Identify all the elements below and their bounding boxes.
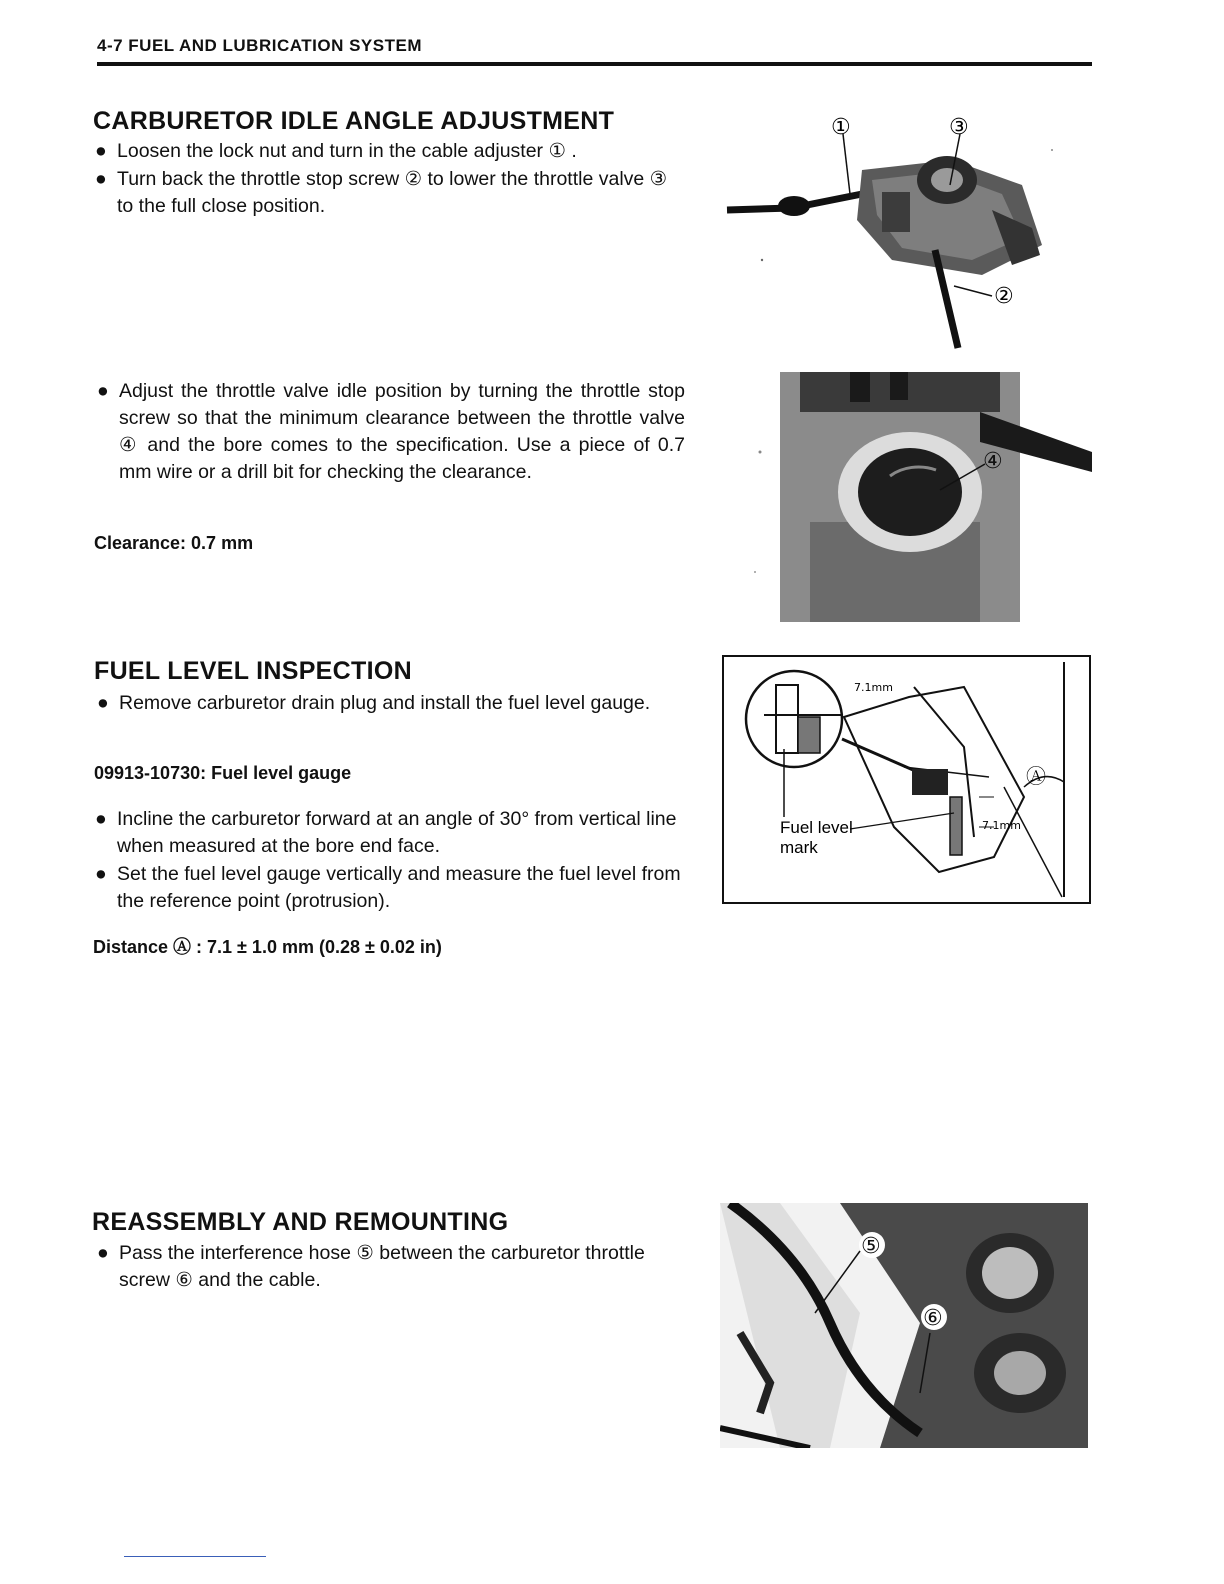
- throttle-bore-illustration: [740, 372, 1092, 622]
- header-rule: [97, 62, 1092, 66]
- interference-hose-photo: [720, 1203, 1088, 1448]
- idle-angle-heading: CARBURETOR IDLE ANGLE ADJUSTMENT: [93, 107, 615, 135]
- reassembly-bullet-1-text: Pass the interference hose ⑤ between the carburetor throttle screw ⑥ and the cable.: [119, 1242, 645, 1291]
- fuel-level-diagram: [722, 655, 1091, 904]
- distance-spec: Distance Ⓐ : 7.1 ± 1.0 mm (0.28 ± 0.02 in): [93, 937, 442, 957]
- idle-bullet-3-text: Adjust the throttle valve idle position by turning the throttle stop screw so that the minimum clearance between the throttle valve ④ and the bore comes to the specification. Use a piece of 0.7 mm wire or a drill bit for checking the clearance.: [119, 380, 685, 483]
- carburetor-cable-photo: [722, 110, 1087, 350]
- fuel-bullet-1-text: Remove carburetor drain plug and install the fuel level gauge.: [119, 692, 651, 714]
- measure-label-side: 7.1mm: [982, 819, 1021, 832]
- callout-5: ⑤: [861, 1234, 881, 1259]
- bullet-dot: ●: [95, 808, 107, 830]
- throttle-bore-photo: [740, 372, 1092, 622]
- carburetor-cable-illustration: [722, 110, 1087, 350]
- page-header: 4-7 FUEL AND LUBRICATION SYSTEM: [97, 36, 422, 55]
- reassembly-bullet-1: [97, 1240, 685, 1294]
- callout-1: ①: [831, 115, 851, 140]
- idle-bullet-1: [95, 138, 707, 165]
- callout-2: ②: [994, 284, 1014, 309]
- fuel-bullet-3: [95, 861, 683, 915]
- bullet-dot: ●: [97, 1242, 109, 1264]
- idle-bullet-2-text: Turn back the throttle stop screw ② to lower the throttle valve ③ to the full close position.: [117, 168, 668, 217]
- callout-a: Ⓐ: [1026, 764, 1046, 788]
- bullet-dot: ●: [95, 863, 107, 885]
- clearance-spec: Clearance: 0.7 mm: [94, 533, 254, 553]
- fuel-gauge-tool: 09913-10730: Fuel level gauge: [94, 763, 352, 783]
- bullet-dot: ●: [95, 168, 107, 190]
- fuel-level-mark-label: Fuel level: [780, 818, 853, 837]
- fuel-level-gauge-illustration: [724, 657, 1089, 902]
- interference-hose-illustration: [720, 1203, 1088, 1448]
- bullet-dot: ●: [95, 140, 107, 162]
- callout-3: ③: [949, 115, 969, 140]
- fuel-level-heading: FUEL LEVEL INSPECTION: [94, 657, 412, 685]
- idle-bullet-2: [95, 166, 683, 220]
- idle-bullet-1-text: Loosen the lock nut and turn in the cable adjuster ① .: [117, 140, 577, 162]
- bullet-dot: ●: [97, 380, 109, 402]
- reassembly-heading: REASSEMBLY AND REMOUNTING: [92, 1208, 509, 1236]
- fuel-bullet-3-text: Set the fuel level gauge vertically and measure the fuel level from the reference point (protrusion).: [117, 863, 681, 912]
- measure-label-top: 7.1mm: [854, 681, 893, 694]
- fuel-level-mark-label-2: mark: [780, 838, 818, 857]
- fuel-bullet-2: [95, 806, 683, 860]
- fuel-bullet-1: [97, 690, 681, 717]
- bullet-dot: ●: [97, 692, 109, 714]
- fuel-bullet-2-text: Incline the carburetor forward at an angle of 30° from vertical line when measured at the bore end face.: [117, 808, 677, 857]
- footer-rule: [124, 1556, 266, 1557]
- idle-bullet-3: [97, 378, 685, 486]
- callout-4: ④: [983, 449, 1003, 474]
- callout-6: ⑥: [923, 1306, 943, 1331]
